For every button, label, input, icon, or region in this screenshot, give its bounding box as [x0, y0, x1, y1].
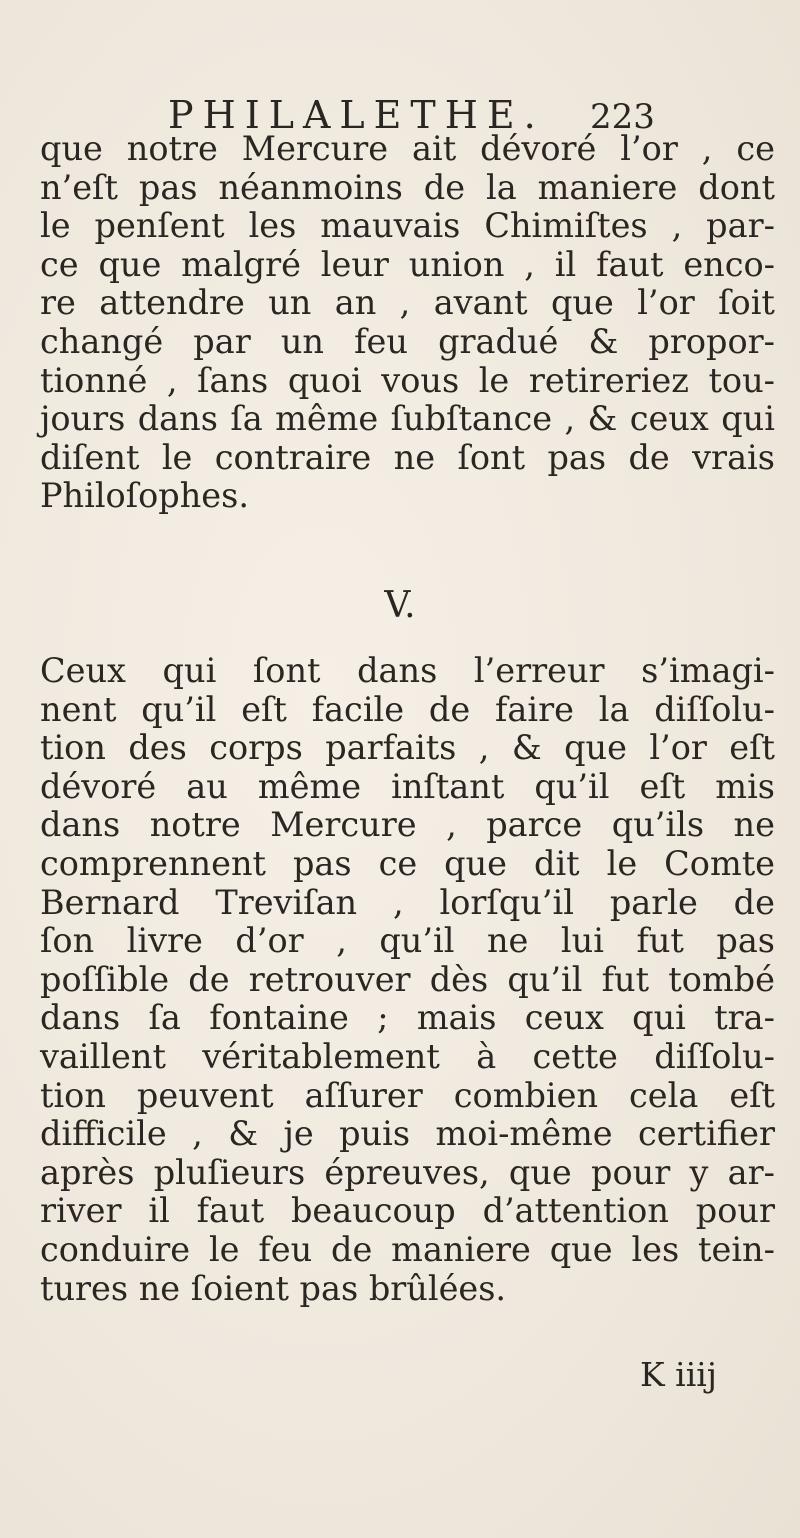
text-line: tures ne ſoient pas brûlées.: [40, 1268, 507, 1308]
text-line: comprennent pas ce que dit le Comte: [40, 843, 775, 883]
text-line: dans notre Mercure , parce qu’ils ne: [40, 805, 775, 845]
text-line: Bernard Treviſan , lorſqu’il parle de: [40, 882, 775, 922]
text-line: après pluſieurs épreuves, que pour y ar-: [40, 1152, 775, 1192]
text-line: que notre Mercure ait dévoré l’or , ce: [40, 129, 775, 168]
text-line: conduire le feu de maniere que les tein-: [40, 1229, 775, 1269]
text-line: difficile , & je puis moi-même certifier: [40, 1114, 775, 1154]
paragraph-2: [40, 652, 775, 1308]
running-title: PHILALETHE.: [168, 93, 545, 137]
text-line: nent qu’il eſt facile de faire la diſſolu-: [40, 689, 775, 729]
paragraph-1: [40, 130, 775, 516]
text-line: ſon livre d’or , qu’il ne lui fut pas: [40, 921, 775, 961]
text-line: poſſible de retrouver dès qu’il fut tombé: [40, 959, 775, 999]
text-line: river il faut beaucoup d’attention pour: [40, 1191, 775, 1231]
text-line: tionné , ſans quoi vous le retireriez tou-: [40, 360, 775, 400]
text-line: vaillent véritablement à cette diſſolu-: [40, 1036, 775, 1076]
text-line: re attendre un an , avant que l’or ſoit: [40, 283, 775, 323]
text-line: diſent le contraire ne ſont pas de vrais: [40, 437, 775, 477]
text-line: tion peuvent aſſurer combien cela eſt: [40, 1075, 775, 1115]
text-line: Ceux qui ſont dans l’erreur s’imagi-: [40, 651, 775, 690]
text-line: le penſent les mauvais Chimiſtes , par-: [40, 206, 775, 246]
signature-mark: K iiij: [640, 1355, 718, 1394]
section-number: V.: [384, 585, 416, 626]
text-line: n’eſt pas néanmoins de la maniere dont: [40, 167, 775, 207]
text-line: changé par un feu gradué & propor-: [40, 321, 775, 361]
text-line: jours dans ſa même ſubſtance , & ceux qui: [40, 399, 775, 439]
page-number: 223: [590, 97, 655, 137]
text-line: tion des corps parfaits , & que l’or eſt: [40, 728, 775, 768]
text-line: Philoſophes.: [40, 476, 249, 516]
text-line: ce que malgré leur union , il faut enco-: [40, 244, 775, 284]
text-line: dans ſa fontaine ; mais ceux qui tra-: [40, 998, 775, 1038]
text-line: dévoré au même inſtant qu’il eſt mis: [40, 766, 775, 806]
